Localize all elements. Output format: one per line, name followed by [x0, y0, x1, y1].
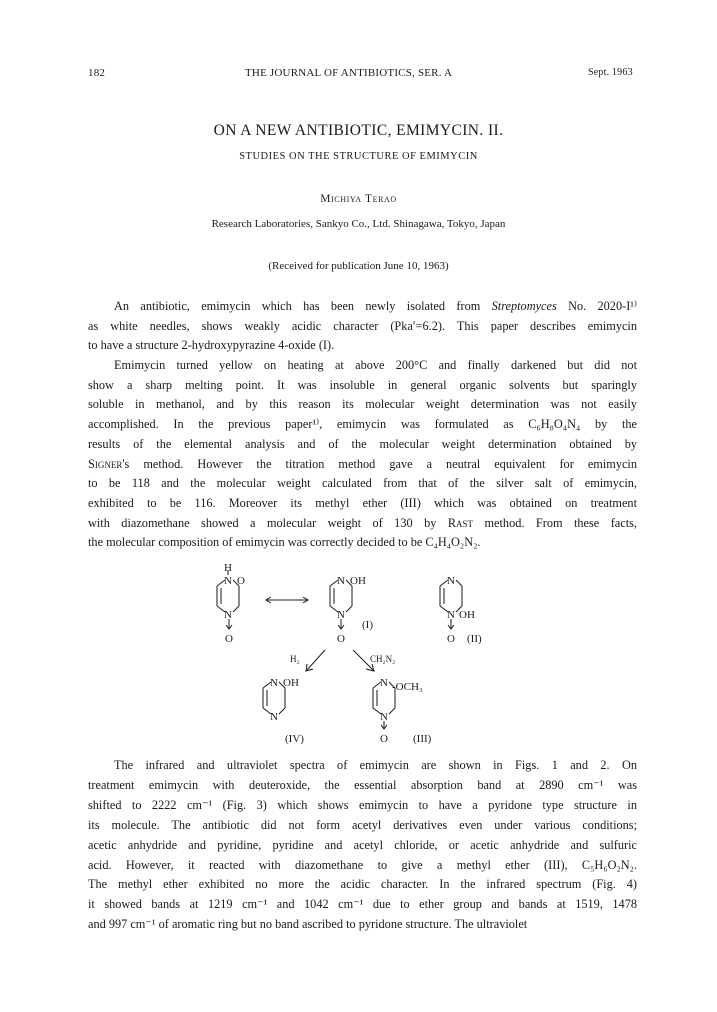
atom-label: OH	[459, 609, 475, 621]
text-line: The infrared and ultraviolet spectra of emimycin are shown in Figs. 1 and 2. On	[114, 758, 637, 772]
compound-label-I: (I)	[362, 619, 373, 631]
text-line: its molecule. The antibiotic did not form acetyl derivatives even under various conditions;	[88, 817, 637, 832]
atom-label: N	[270, 711, 278, 723]
text-line: soluble in methanol, and by this reason its molecular weight determination was not easily	[88, 397, 637, 412]
text-line: as white needles, shows weakly acidic character (Pka′=6.2). This paper describes emimycin	[88, 318, 637, 333]
text-line: Signer's method. However the titration method gave a neutral equivalent for emimycin	[88, 456, 637, 471]
text-line: acid. However, it reacted with diazomethane to give a methyl ether (III), C₅H₆O₂N₂.	[88, 857, 637, 872]
atom-label: N	[270, 677, 278, 689]
compound-label-III: (III)	[413, 733, 432, 744]
atom-label: N	[380, 677, 388, 689]
atom-label: OH	[283, 677, 299, 689]
atom-label: N	[447, 575, 455, 587]
running-header-date: Sept. 1963	[588, 67, 633, 78]
text-line: acetic anhydride and pyridine, pyridine and acetyl chloride, or acetic anhydride and sulfuric	[88, 837, 637, 852]
page-number: 182	[88, 67, 106, 79]
atom-label: O	[225, 633, 233, 645]
atom-label: H	[224, 562, 232, 574]
text-line: results of the elemental analysis and of the molecular weight determination obtained by	[88, 436, 637, 451]
text-line: treatment emimycin with deuteroxide, the essential absorption band at 2890 cm⁻¹ was	[88, 777, 637, 792]
text-line: exhibited to be 116. Moreover its methyl ether (III) which was obtained on treatment	[88, 495, 637, 510]
text-line: The methyl ether exhibited no more the acidic character. In the infrared spectrum (Fig. 4)	[88, 877, 637, 892]
atom-label: O	[447, 633, 455, 645]
text-line: and 997 cm⁻¹ of aromatic ring but no band ascribed to pyridone structure. The ultraviolet	[88, 917, 528, 932]
atom-label: O	[380, 733, 388, 744]
atom-label: N	[224, 575, 232, 587]
reagent-label-h2: H₂	[290, 654, 300, 664]
received-date: (Received for publication June 10, 1963)	[268, 260, 449, 272]
text-line: Emimycin turned yellow on heating at above 200°C and finally darkened but did not	[114, 358, 637, 372]
compound-label-IV: (IV)	[285, 733, 304, 744]
atom-label: -OCH₃	[392, 681, 423, 693]
atom-label: N	[447, 609, 455, 621]
atom-label: N	[337, 609, 345, 621]
author-affiliation: Research Laboratories, Sankyo Co., Ltd. Shinagawa, Tokyo, Japan	[211, 218, 506, 230]
article-title: ON A NEW ANTIBIOTIC, EMIMYCIN. II.	[213, 122, 504, 139]
text-line: An antibiotic, emimycin which has been newly isolated from Streptomyces No. 2020-I¹⁾	[114, 299, 638, 313]
atom-label: N	[380, 711, 388, 723]
atom-label: O	[237, 575, 245, 587]
text-line: show a sharp melting point. It was insoluble in general organic solvents but sparingly	[88, 377, 637, 392]
text-line: it showed bands at 1219 cm⁻¹ and 1042 cm⁻¹ due to ether group and bands at 1519, 1478	[88, 897, 637, 912]
text-line: to have a structure 2-hydroxypyrazine 4-oxide (I).	[88, 338, 335, 353]
reagent-label-diazomethane: CH₂N₂	[370, 654, 396, 664]
atom-label: O	[337, 633, 345, 645]
atom-label: N	[224, 609, 232, 621]
atom-label: OH	[350, 575, 366, 587]
structure-diagram	[195, 562, 535, 744]
text-line: shifted to 2222 cm⁻¹ (Fig. 3) which shows emimycin to have a pyridone type structure in	[88, 797, 637, 812]
text-line: with diazomethane showed a molecular weight of 130 by Rast method. From these facts,	[88, 515, 637, 530]
running-header-journal: THE JOURNAL OF ANTIBIOTICS, SER. A	[245, 67, 453, 79]
text-line: the molecular composition of emimycin was correctly decided to be C₄H₄O₂N₂.	[88, 535, 481, 550]
text-line: accomplished. In the previous paper¹⁾, emimycin was formulated as C₆H₈O₄N₄ by the	[88, 417, 637, 432]
article-subtitle: STUDIES ON THE STRUCTURE OF EMIMYCIN	[239, 151, 478, 162]
compound-label-II: (II)	[467, 633, 482, 645]
atom-label: N	[337, 575, 345, 587]
text-line: to be 118 and the molecular weight calculated from that of the silver salt of emimycin,	[88, 476, 637, 491]
author-name: Michiya Terao	[320, 193, 397, 205]
